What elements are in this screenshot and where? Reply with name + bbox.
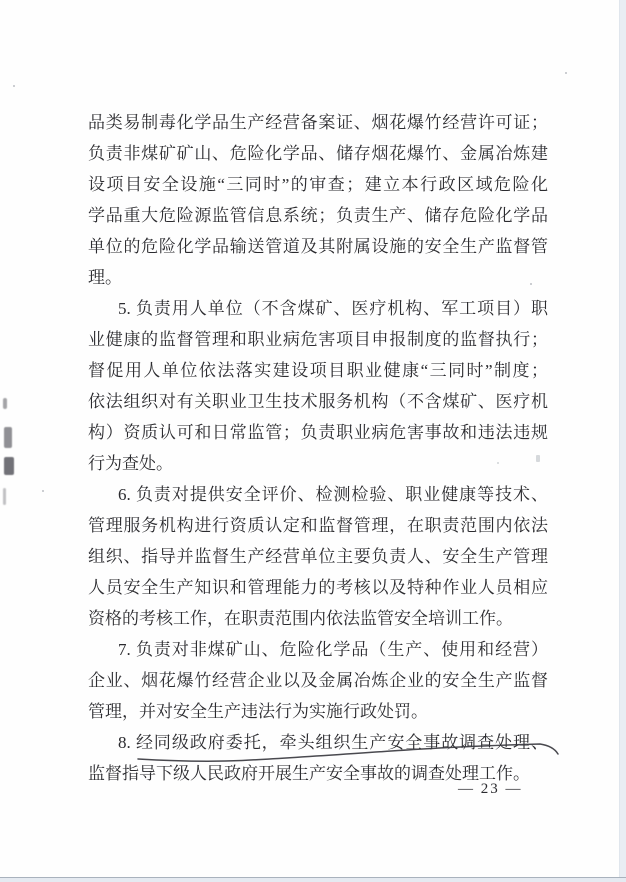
text-line: 行为查处。 [88,454,173,473]
text-line: 品类易制毒化学品生产经营备案证、烟花爆竹经营许可证； [88,113,548,132]
text-line: 管理服务机构进行资质认定和监督管理，在职责范围内依法 [88,516,548,535]
scan-smudge [4,457,14,475]
scan-speckle [13,85,15,87]
scan-smudge [3,488,6,505]
scan-speckle [565,72,567,74]
scan-smudge [3,398,7,409]
text-line: 监督指导下级人民政府开展生产安全事故的调查处理工作。 [88,764,530,783]
page-number: — 23 — [458,781,523,797]
scan-speckle [536,455,540,462]
text-line: 资格的考核工作，在职责范围内依法监管安全培训工作。 [88,609,513,628]
text-line: 7. 负责对非煤矿山、危险化学品（生产、使用和经营） [118,640,548,659]
scan-speckle [497,462,499,464]
text-line: 人员安全生产知识和管理能力的考核以及特种作业人员相应 [88,578,548,597]
text-line: 设项目安全设施“三同时”的审查；建立本行政区域危险化 [88,175,548,194]
text-line-underlined: 8. 经同级政府委托，牵头组织生产安全事故调查处理、 [118,733,548,752]
scan-edge-bottom [0,877,626,882]
text-line: 管理，并对安全生产违法行为实施行政处罚。 [88,702,428,721]
scan-smudge [4,427,12,448]
text-line: 构）资质认可和日常监管；负责职业病危害事故和违法违规 [88,423,548,442]
text-line: 业健康的监督管理和职业病危害项目申报制度的监督执行； [88,330,548,349]
text-line: 学品重大危险源监管信息系统；负责生产、储存危险化学品 [88,206,548,225]
text-line: 企业、烟花爆竹经营企业以及金属冶炼企业的安全生产监督 [88,671,548,690]
text-line: 组织、指导并监督生产经营单位主要负责人、安全生产管理 [88,547,548,566]
text-line: 单位的危险化学品输送管道及其附属设施的安全生产监督管 [88,237,548,256]
text-content [88,107,548,789]
scan-speckle [42,490,44,492]
text-line: 负责非煤矿矿山、危险化学品、储存烟花爆竹、金属冶炼建 [88,144,548,163]
text-line: 依法组织对有关职业卫生技术服务机构（不含煤矿、医疗机 [88,392,548,411]
text-line: 督促用人单位依法落实建设项目职业健康“三同时”制度； [88,361,548,380]
scan-edge-right [619,0,626,882]
text-line: 6. 负责对提供安全评价、检测检验、职业健康等技术、 [118,485,548,504]
scan-speckle [530,283,532,285]
text-line: 理。 [88,268,122,287]
text-line: 5. 负责用人单位（不含煤矿、医疗机构、军工项目）职 [118,299,548,318]
